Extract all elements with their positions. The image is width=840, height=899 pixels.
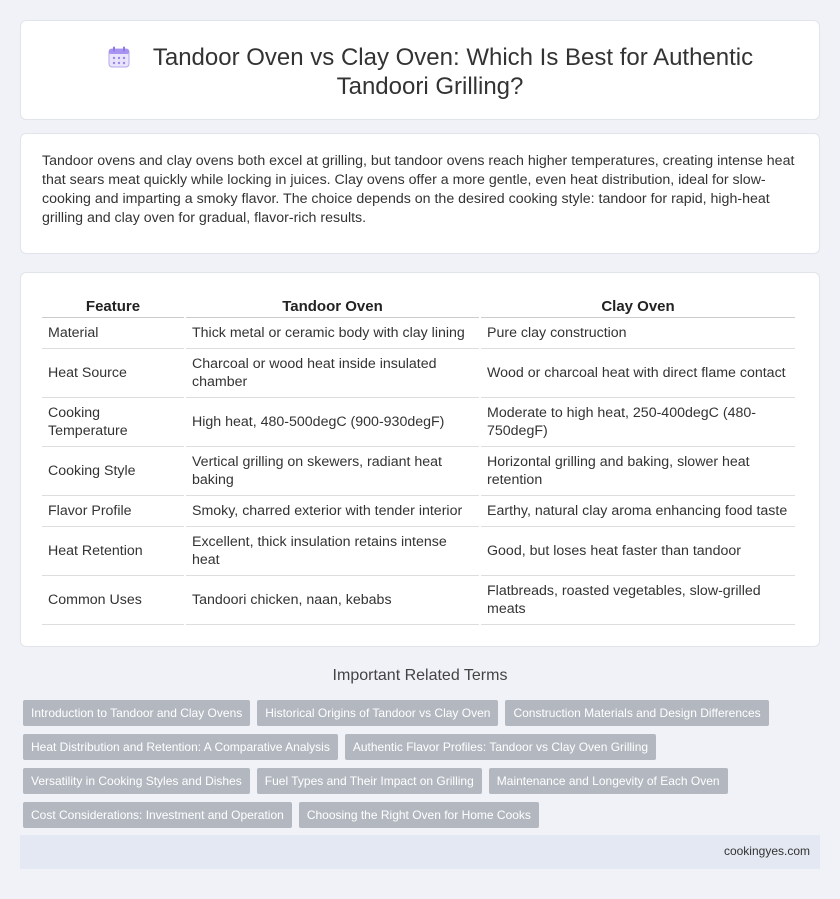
- table-row: [42, 318, 795, 349]
- cell-tandoor: Smoky, charred exterior with tender interior: [186, 496, 479, 527]
- cell-clay: Good, but loses heat faster than tandoor: [481, 527, 795, 576]
- cell-clay: Moderate to high heat, 250-400degC (480-750degF): [481, 398, 795, 447]
- cell-feature: Heat Retention: [42, 527, 184, 576]
- page-title: [61, 43, 799, 101]
- title-wrap: [61, 43, 799, 101]
- header-card: [20, 20, 820, 120]
- cell-clay: Flatbreads, roasted vegetables, slow-grilled meats: [481, 576, 795, 625]
- header-tandoor: Tandoor Oven: [186, 295, 479, 318]
- comparison-card: [20, 272, 820, 647]
- intro-card: [20, 133, 820, 254]
- related-term-link[interactable]: Historical Origins of Tandoor vs Clay Oven: [257, 700, 498, 726]
- comparison-table: [40, 295, 797, 625]
- cell-tandoor: High heat, 480-500degC (900-930degF): [186, 398, 479, 447]
- related-term-link[interactable]: Construction Materials and Design Differences: [505, 700, 768, 726]
- related-term-link[interactable]: Introduction to Tandoor and Clay Ovens: [23, 700, 250, 726]
- header-clay: Clay Oven: [481, 295, 795, 318]
- related-term-link[interactable]: Heat Distribution and Retention: A Comparative Analysis: [23, 734, 338, 760]
- cell-clay: Horizontal grilling and baking, slower heat retention: [481, 447, 795, 496]
- footer-site: cookingyes.com: [723, 844, 810, 858]
- cell-clay: Wood or charcoal heat with direct flame contact: [481, 349, 795, 398]
- cell-feature: Heat Source: [42, 349, 184, 398]
- table-header-row: [42, 295, 795, 318]
- related-term-link[interactable]: Fuel Types and Their Impact on Grilling: [257, 768, 482, 794]
- table-row: [42, 447, 795, 496]
- calendar-icon: [107, 45, 131, 69]
- table-row: [42, 349, 795, 398]
- table-row: [42, 398, 795, 447]
- related-term-link[interactable]: Maintenance and Longevity of Each Oven: [489, 768, 728, 794]
- related-terms-title: Important Related Terms: [332, 667, 508, 684]
- cell-clay: Pure clay construction: [481, 318, 795, 349]
- table-row: [42, 527, 795, 576]
- related-term-link[interactable]: Authentic Flavor Profiles: Tandoor vs Clay Oven Grilling: [345, 734, 656, 760]
- cell-feature: Cooking Temperature: [42, 398, 184, 447]
- table-row: [42, 576, 795, 625]
- cell-feature: Common Uses: [42, 576, 184, 625]
- footer: [20, 835, 820, 869]
- related-term-link[interactable]: Versatility in Cooking Styles and Dishes: [23, 768, 250, 794]
- cell-feature: Material: [42, 318, 184, 349]
- cell-clay: Earthy, natural clay aroma enhancing food taste: [481, 496, 795, 527]
- cell-tandoor: Vertical grilling on skewers, radiant heat baking: [186, 447, 479, 496]
- cell-tandoor: Excellent, thick insulation retains intense heat: [186, 527, 479, 576]
- table-row: [42, 496, 795, 527]
- related-term-link[interactable]: Cost Considerations: Investment and Operation: [23, 802, 292, 828]
- cell-feature: Cooking Style: [42, 447, 184, 496]
- intro-paragraph: Tandoor ovens and clay ovens both excel at grilling, but tandoor ovens reach higher temperatures, creating intense heat that sears meat quickly while locking in juices. Clay ovens offer a more gentle, even heat distribution, ideal for slow-cooking and imparting a smoky flavor. The choice depends on the desired cooking style: tandoor for rapid, high-heat grilling and clay oven for gradual, flavor-rich results.: [42, 153, 795, 226]
- header-feature: Feature: [42, 295, 184, 318]
- related-terms-list: [23, 700, 803, 836]
- related-term-link[interactable]: Choosing the Right Oven for Home Cooks: [299, 802, 539, 828]
- cell-tandoor: Tandoori chicken, naan, kebabs: [186, 576, 479, 625]
- page-title-text: Tandoor Oven vs Clay Oven: Which Is Best for Authentic Tandoori Grilling?: [152, 44, 754, 100]
- cell-tandoor: Charcoal or wood heat inside insulated chamber: [186, 349, 479, 398]
- cell-feature: Flavor Profile: [42, 496, 184, 527]
- cell-tandoor: Thick metal or ceramic body with clay lining: [186, 318, 479, 349]
